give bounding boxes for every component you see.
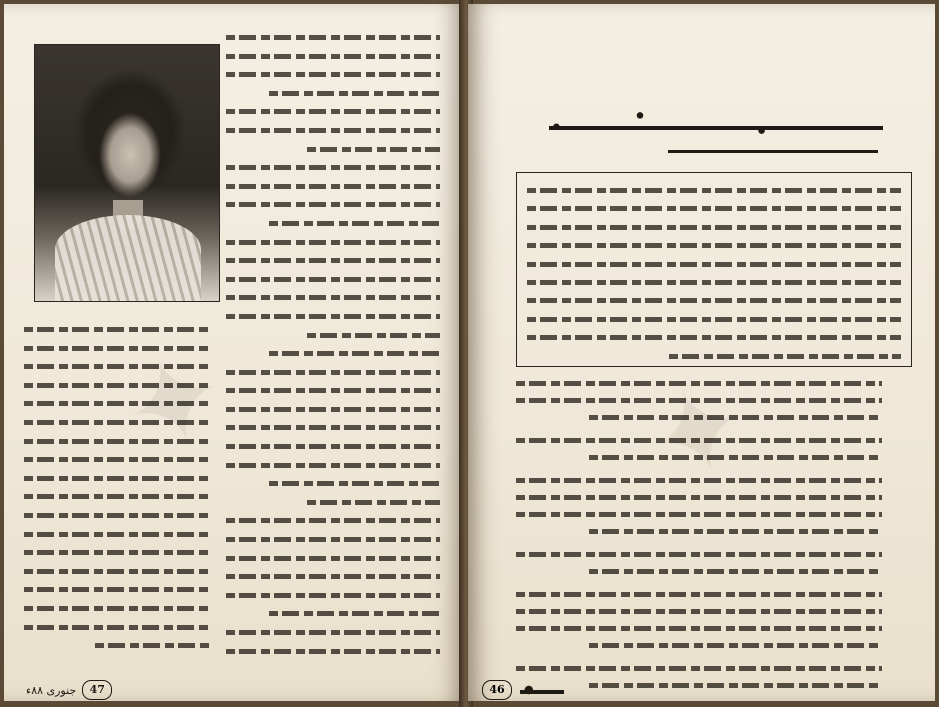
text-line [226,456,440,472]
text-line [24,376,212,392]
text-line [307,326,440,342]
text-line [226,642,440,658]
text-line [516,585,882,600]
text-line [226,28,440,44]
question-item [516,471,912,537]
text-line [24,469,212,485]
text-line [24,432,212,448]
text-line [589,448,882,463]
page-number: 46 [482,680,512,700]
text-line [95,636,212,652]
text-line [527,181,901,196]
text-line [269,214,440,230]
text-line [24,413,212,429]
issue-date: جنوری ۸۸ء [26,683,77,697]
intro-box [516,172,912,367]
text-line [527,255,901,270]
left-page-text-column-mid [24,320,212,662]
text-line [24,525,212,541]
text-line [226,567,440,583]
text-line [24,599,212,615]
text-line [226,307,440,323]
right-page-footer [482,680,564,700]
text-line [226,530,440,546]
text-line [24,320,212,336]
text-line [226,400,440,416]
text-line [307,140,440,156]
text-line [589,636,882,651]
text-line [527,273,901,288]
questions-list [516,374,912,674]
text-line [226,102,440,118]
text-line [669,347,901,362]
text-line [24,562,212,578]
text-line [24,580,212,596]
text-line [226,549,440,565]
text-line [226,586,440,602]
text-line [24,357,212,373]
text-line [24,394,212,410]
text-line [516,602,882,617]
text-line [527,291,901,306]
text-line [589,522,882,537]
question-item [516,431,912,463]
text-line [226,270,440,286]
article-title [526,104,906,142]
text-line [226,511,440,527]
portrait-shawl [55,215,201,301]
text-line [527,199,901,214]
text-line [24,618,212,634]
text-line [516,391,882,406]
text-line [226,65,440,81]
question-item [516,545,912,577]
text-line [516,505,882,520]
left-page-text-column-right [226,28,440,673]
text-line [226,418,440,434]
text-line [24,543,212,559]
magazine-logo [520,682,564,698]
text-line [589,562,882,577]
title-underline [668,150,878,153]
text-line [226,381,440,397]
text-line [516,659,882,674]
text-line [269,344,440,360]
text-line [269,474,440,490]
text-line [516,488,882,503]
question-item [516,585,912,651]
text-line [24,450,212,466]
text-line [527,218,901,233]
text-line [24,487,212,503]
text-line [516,619,882,634]
text-line [589,408,882,423]
text-line [527,328,901,343]
text-line [226,288,440,304]
text-line [226,437,440,453]
text-line [516,374,882,389]
text-line [307,493,440,509]
text-line [516,545,882,560]
text-line [269,604,440,620]
text-line [527,310,901,325]
text-line [226,233,440,249]
text-line [516,471,882,486]
question-item [516,659,912,691]
text-line [226,121,440,137]
text-line [516,431,882,446]
question-item [516,374,912,423]
text-line [226,47,440,63]
text-line [589,676,882,691]
left-page-footer [26,680,112,700]
text-line [226,177,440,193]
text-line [226,251,440,267]
text-line [226,158,440,174]
text-line [226,195,440,211]
author-portrait-photo [34,44,220,302]
text-line [226,623,440,639]
text-line [24,339,212,355]
text-line [269,84,440,100]
text-line [527,236,901,251]
right-page [468,4,935,701]
page-number: 47 [82,680,112,700]
text-line [226,363,440,379]
text-line [24,506,212,522]
left-page [4,4,464,701]
